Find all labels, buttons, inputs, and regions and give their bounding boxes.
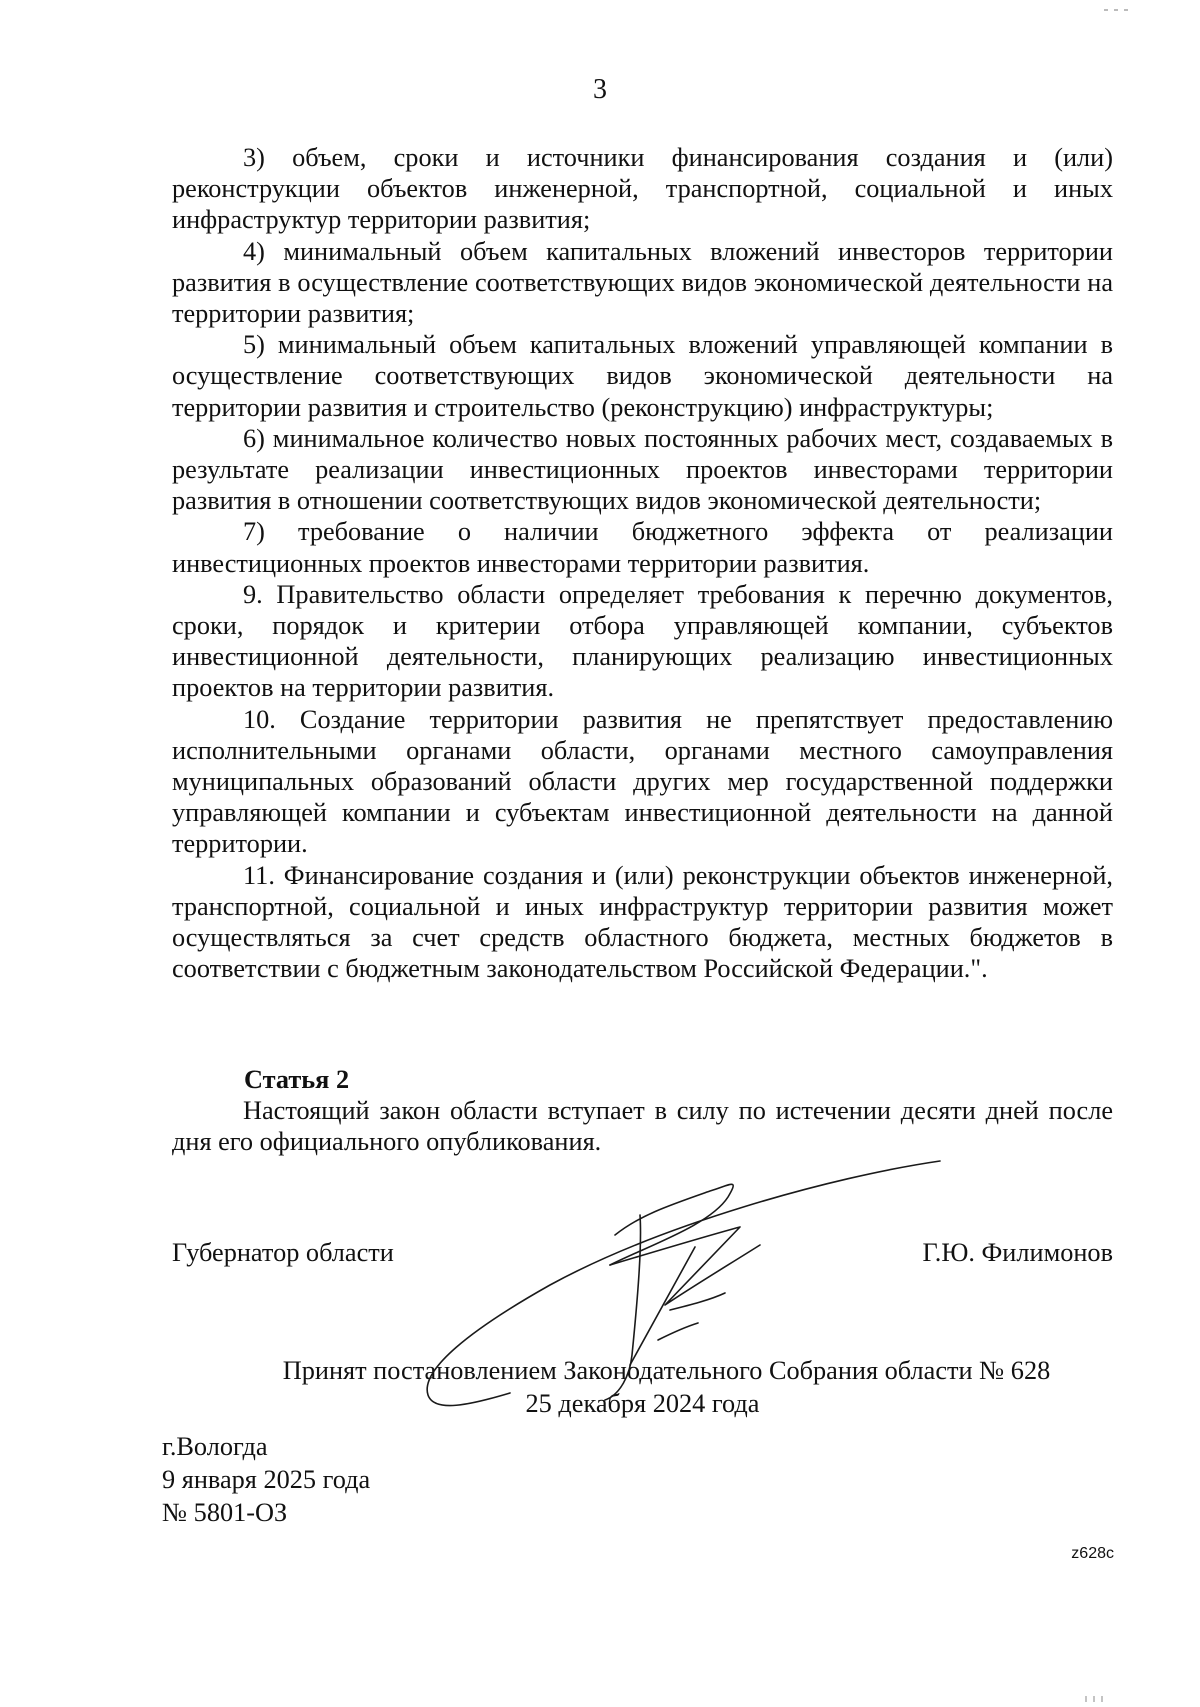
scan-corner-mark-bottom <box>1080 1689 1120 1697</box>
footer-law-number: № 5801-ОЗ <box>162 1498 288 1527</box>
document-code: z628c <box>1071 1545 1114 1562</box>
page-number: 3 <box>593 74 607 105</box>
signatory-name: Г.Ю. Филимонов <box>922 1238 1113 1267</box>
footer-date: 9 января 2025 года <box>162 1465 371 1494</box>
paragraph-item-4: 4) минимальный объем капитальных вложений инвесторов территории развития в осуществление соответствующих видов экономической деятельности на территории развития; <box>172 236 1113 329</box>
article-heading: Статья 2 <box>244 1065 350 1094</box>
paragraph-section-11: 11. Финансирование создания и (или) реконструкции объектов инженерной, транспортной, социальной и иных инфраструктур территории развития может осуществляться за счет средств областного бюджета, местных бюджетов в соответствии с бюджетным законодательством Российской Федерации.". <box>172 860 1113 984</box>
law-body-text <box>172 142 1113 984</box>
signatory-title: Губернатор области <box>172 1238 394 1267</box>
adoption-note <box>172 1354 1113 1420</box>
article-paragraph: Настоящий закон области вступает в силу по истечении десяти дней после дня его официального опубликования. <box>172 1096 1113 1157</box>
adoption-resolution: Принят постановлением Законодательного Собрания области № 628 <box>282 1356 1051 1385</box>
article-text <box>172 1095 1113 1157</box>
scan-corner-mark <box>1100 0 1140 6</box>
paragraph-item-6: 6) минимальное количество новых постоянных рабочих мест, создаваемых в результате реализации инвестиционных проектов инвесторами территории развития в отношении соответствующих видов экономической деятельности; <box>172 423 1113 516</box>
footer-city: г.Вологда <box>162 1432 268 1461</box>
adoption-date: 25 декабря 2024 года <box>525 1389 760 1418</box>
paragraph-item-3: 3) объем, сроки и источники финансирования создания и (или) реконструкции объектов инженерной, транспортной, социальной и иных инфраструктур территории развития; <box>172 143 1113 235</box>
paragraph-item-7: 7) требование о наличии бюджетного эффекта от реализации инвестиционных проектов инвесторами территории развития. <box>172 517 1113 578</box>
paragraph-item-5: 5) минимальный объем капитальных вложений управляющей компании в осуществление соответствующих видов экономической деятельности на территории развития и строительство (реконструкцию) инфраструктуры; <box>172 330 1113 422</box>
paragraph-section-9: 9. Правительство области определяет требования к перечню документов, сроки, порядок и критерии отбора управляющей компании, субъектов инвестиционной деятельности, планирующих реализацию инвестиционных проектов на территории развития. <box>172 579 1113 703</box>
paragraph-section-10: 10. Создание территории развития не препятствует предоставлению исполнительными органами области, органами местного самоуправления муниципальных образований области других мер государственной поддержки управляющей компании и субъектам инвестиционной деятельности на данной территории. <box>172 704 1113 859</box>
law-footer <box>162 1430 370 1529</box>
